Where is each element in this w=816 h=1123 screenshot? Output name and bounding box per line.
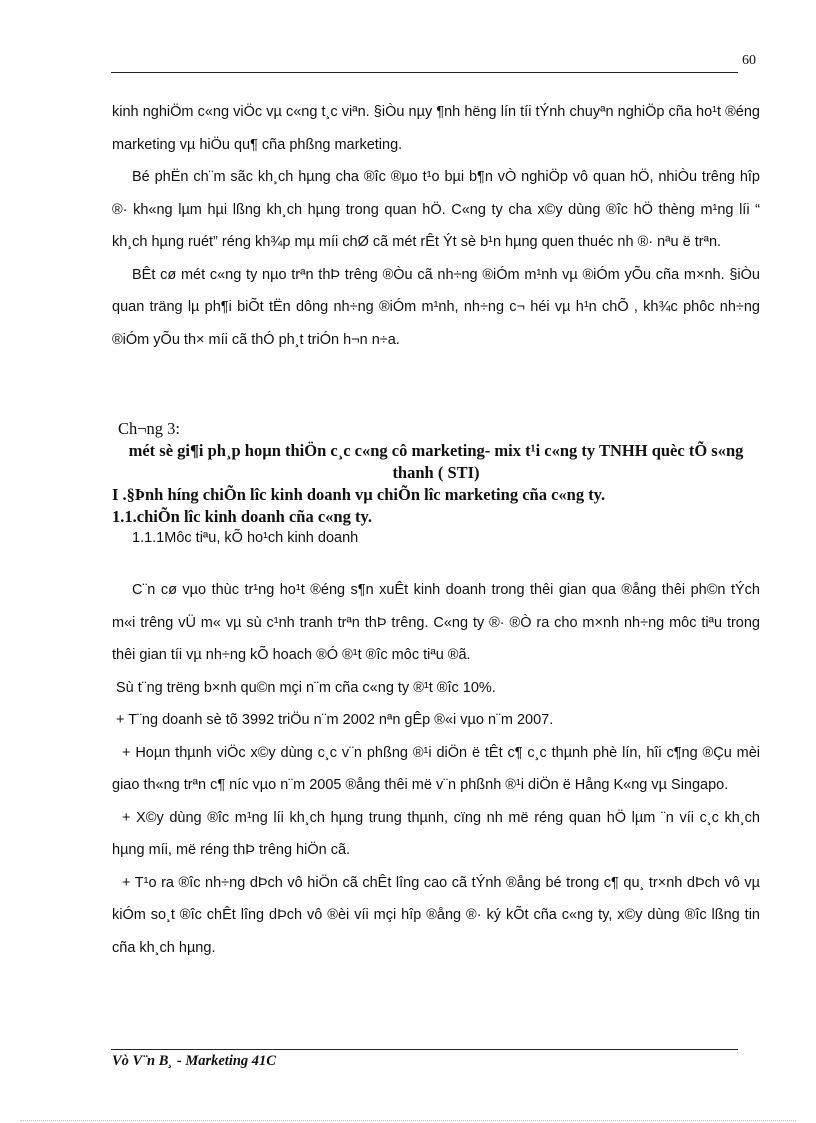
body-text-top [112, 96, 760, 356]
subsection-heading: 1.1.chiÕn lîc kinh doanh cña c«ng ty. [112, 507, 372, 526]
page-number: 60 [742, 53, 756, 68]
paragraph: BÊt cø mét c«ng ty nµo trªn thÞ trêng ®Òu cã nh÷ng ®iÓm m¹nh vµ ®iÓm yÕu cña m×nh. §iÒu quan träng lµ ph¶i biÕt tËn dông nh÷ng ®iÓm m¹nh, nh÷ng c¬ héi vµ h¹n chÕ , kh¾c phôc nh÷ng ®iÓm yÕu th× míi cã thÓ ph¸t triÓn h¬n n÷a. [112, 266, 760, 348]
paragraph: C¨n cø vµo thùc tr¹ng ho¹t ®éng s¶n xuÊt kinh doanh trong thêi gian qua ®ång thêi ph©n tÝch m«i trêng vÜ m« vµ sù c¹nh tranh trªn thÞ trêng. C«ng ty ®· ®Ò ra cho m×nh nh÷ng môc tiªu trong thêi gian tíi vµ nh÷ng kÕ hoach ®Ó ®¹t ®îc môc tiªu ®ã. [112, 582, 760, 663]
footer-rule [111, 1049, 738, 1050]
paragraph: Sù t¨ng trëng b×nh qu©n mçi n¨m cña c«ng ty ®¹t ®îc 10%. [116, 679, 496, 696]
subsubsection-heading: 1.1.1Môc tiªu, kÕ ho¹ch kinh doanh [132, 530, 359, 546]
body-text-bottom [112, 574, 760, 964]
paragraph: kinh nghiÖm c«ng viÖc vµ c«ng t¸c viªn. §iÒu nµy ¶nh hëng lín tíi tÝnh chuyªn nghiÖp cña ho¹t ®éng marketing vµ hiÖu qu¶ cña phßng marketing. [112, 104, 760, 153]
chapter-title: mét sè gi¶i ph¸p hoµn thiÖn c¸c c«ng cô marketing- mix t¹i c«ng ty TNHH quèc tÕ s«ng thanh ( STI) [128, 441, 744, 482]
list-item: + T¹o ra ®îc nh÷ng dÞch vô hiÖn cã chÊt lîng cao cã tÝnh ®ång bé trong c¶ qu¸ tr×nh dÞch vô vµ kiÓm so¸t ®îc chÊt lîng dÞch vô ®èi víi mçi hîp ®ång ®· ký kÕt cña c«ng ty, x©y dùng ®îc lßng tin cña kh¸ch hµng. [112, 874, 760, 956]
chapter-heading-block [112, 418, 760, 548]
list-item: + T¨ng doanh sè tõ 3992 triÖu n¨m 2002 nªn gÊp ®«i vµo n¨m 2007. [116, 712, 554, 728]
footer-author: Vò V¨n B¸ - Marketing 41C [112, 1053, 276, 1069]
paragraph: Bé phËn ch¨m sãc kh¸ch hµng cha ®îc ®µo t¹o bµi b¶n vÒ nghiÖp vô quan hÖ, nhiÒu trêng hîp ®· kh«ng lµm hµi lßng kh¸ch hµng trong quan hÖ. C«ng ty cha x©y dùng ®îc hÖ thèng m¹ng líi “ kh¸ch hµng ruét” réng kh¾p mµ míi chØ cã mét rÊt Ýt sè b¹n hµng quen thuéc nh ®· nªu ë trªn. [112, 169, 760, 250]
chapter-label: Ch¬ng 3: [118, 419, 181, 438]
section-heading: I .§Þnh híng chiÕn lîc kinh doanh vµ chiÕn lîc marketing cña c«ng ty. [112, 485, 606, 504]
header-rule [111, 72, 738, 73]
list-item: + Hoµn thµnh viÖc x©y dùng c¸c v¨n phßng ®¹i diÖn ë tÊt c¶ c¸c thµnh phè lín, hîi c¶ng ®Çu mèi giao th«ng trªn c¶ níc vµo n¨m 2005 ®ång thêi më v¨n phßnh ®¹i diÖn ë Hång K«ng vµ Singapo. [112, 744, 760, 793]
list-item: + X©y dùng ®îc m¹ng líi kh¸ch hµng trung thµnh, cïng nh më réng quan hÖ lµm ¨n víi c¸c kh¸ch hµng míi, më réng thÞ trêng hiÖn cã. [112, 809, 760, 858]
page-edge-dots [20, 1120, 796, 1121]
